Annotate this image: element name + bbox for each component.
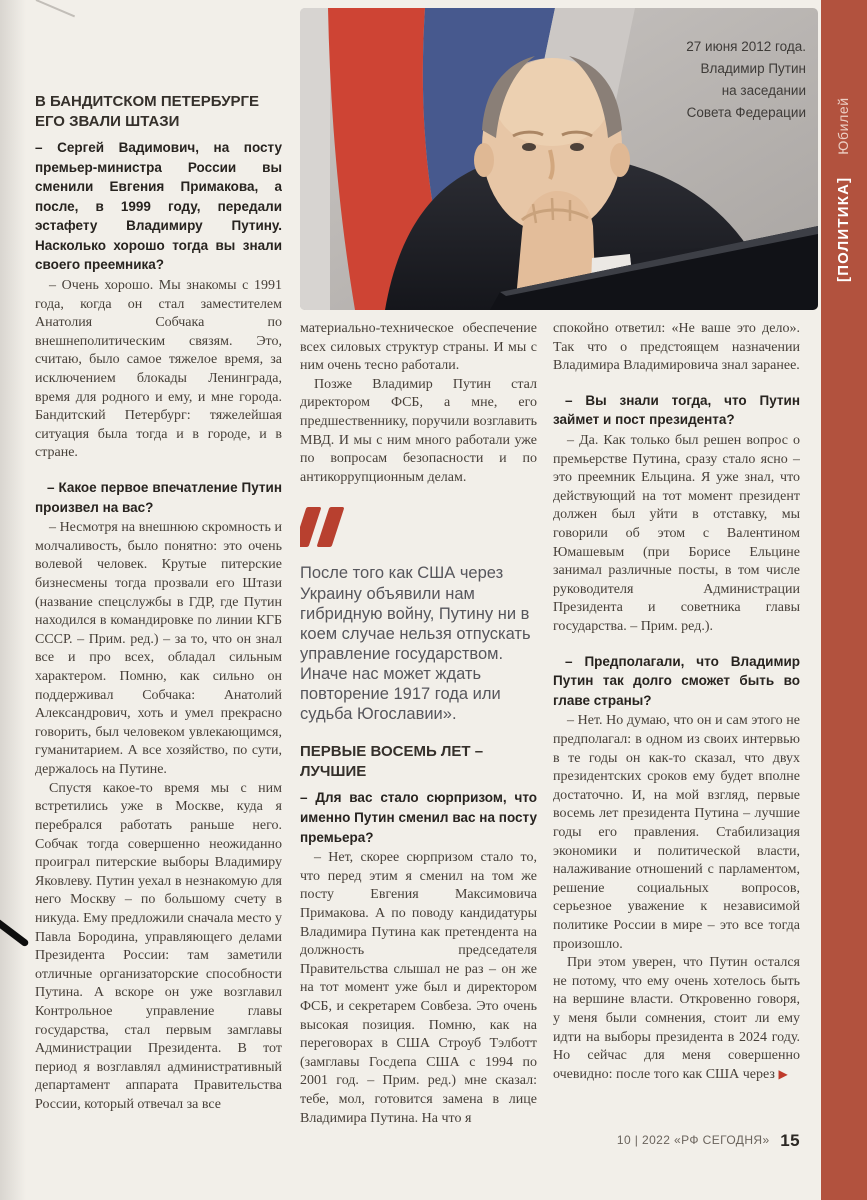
magazine-name: «РФ СЕГОДНЯ»	[674, 1133, 770, 1147]
column-1	[35, 92, 282, 1164]
interview-answer: – Нет, скорее сюрпризом стало то, что перед этим я сменил на том же посту Евгения Максимовича Примакова. А по поводу кандидатуры Владимира Путина как претендента на должность председателя Правительства слышал не раз – он же на тот момент уже был и директором ФСБ, и секретарем Совбеза. Это очень высокая позиция. Помню, как на переговорах в США Строуб Тэлботт (замглавы Госдепа США с 1994 по 2001 год. – Прим. ред.) мне сказал: тебе, мол, готовится замена в лице Владимира Путина. На что я	[300, 850, 537, 1126]
interview-answer: – Несмотря на внешнюю скромность и молчаливость, было понятно: это очень волевой человек. Крутые питерские бизнесмены тогда прозвали его Штази (название спецслужбы в ГДР, где Путин находился в командировке по линии КГБ СССР. – Прим. ред.) – за то, что он знал все и про всех, обладал сильным характером. Помню, как сильно он поддерживал Собчака: Анатолий Александрович, хоть и умел прекрасно говорить, был человеком увлекающимся, гуманитарием. А все хозяйство, по сути, держалось на Путине.	[35, 520, 282, 778]
quote-icon	[300, 507, 537, 551]
rubric-sub-label: Юбилей	[835, 97, 851, 155]
putin-photo	[300, 8, 818, 310]
paragraph-text: При этом уверен, что Путин остался не потому, что ему очень хотелось быть на вершине власти. Откровенно говоря, у меня были сомнения, стоит ли ему идти на выборы президента в 2024 году. Но сейчас для меня совершенно очевидно: после того как США через	[553, 955, 800, 1082]
interview-question: – Предполагали, что Владимир Путин так долго сможет быть во главе страны?	[553, 653, 800, 708]
paragraph: спокойно ответил: «Не ваше это дело». Так что о предстоящем назначении Владимира Владимировича знал заранее.	[553, 321, 800, 374]
page-number: 15	[780, 1131, 800, 1150]
paragraph	[553, 954, 800, 1084]
paragraph: Позже Владимир Путин стал директором ФСБ, а мне, его предшественнику, поручили возглавить МВД. И мы с ним много работали уже по вопросам безопасности и по антикоррупционным делам.	[300, 376, 537, 485]
column-3	[553, 320, 800, 1132]
interview-question: – Вы знали тогда, что Путин займет и пост президента?	[553, 392, 800, 428]
corner-line-artifact	[36, 0, 75, 17]
continue-marker-icon: ▶	[778, 1066, 788, 1081]
section-heading: В БАНДИТСКОМ ПЕТЕРБУРГЕ ЕГО ЗВАЛИ ШТАЗИ	[35, 93, 260, 130]
interview-answer: – Очень хорошо. Мы знакомы с 1991 года, когда он стал заместителем Анатолия Собчака по внешнеполитическим связям. Это, считаю, было самое тяжелое время, за исключением блокады Ленинграда, время для родного и ему, и мне города. Бандитский Петербург: тяжелейшая ситуация была тогда и в городе, и в стране.	[35, 277, 282, 461]
pull-quote: После того как США через Украину объявили нам гибридную войну, Путину ни в коем случае нельзя отпускать управление государством. Иначе нас может ждать повторение 1917 года или судьба Югославии».	[300, 564, 531, 724]
paragraph: Спустя какое-то время мы с ним встретились уже в Москве, куда я перебрался работать раньше него. Собчак тогда совершенно неожиданно проиграл питерские выборы Владимиру Яковлеву. Путин уехал в незнакомую для него Москву – по большому счету в никуда. Ему предложили сначала место у Павла Бородина, управляющего делами Президента России: там заметили отличные организаторские способности Путина. А вскоре он уже возглавил Контрольное управление главы государства, стал первым замглавы Администрации Президента. В тот период я возглавлял административный департамент аппарата Правительства России, который отвечал за все	[35, 780, 282, 1113]
caption-line: на заседании	[721, 82, 806, 98]
caption-line: 27 июня 2012 года.	[686, 39, 806, 54]
interview-question: – Для вас стало сюрпризом, что именно Путин сменил вас на посту премьера?	[300, 790, 537, 845]
section-heading: ПЕРВЫЕ ВОСЕМЬ ЛЕТ – ЛУЧШИЕ	[300, 743, 484, 780]
caption-line: Владимир Путин	[700, 60, 806, 76]
interview-answer: – Нет. Но думаю, что он и сам этого не предполагал: в одном из своих интервью в те годы он как-то сказал, что двух президентских сроков ему будет вполне достаточно. И, на мой взгляд, первые восемь лет президента Путина – лучшие годы его правления. Стабилизация экономики и политической власти, налаживание отношений с парламентом, решение социальных вопросов, серьезное уважение к независимой политике России в мире – это все тогда произошло.	[553, 713, 800, 952]
interview-question: – Какое первое впечатление Путин произвел на вас?	[35, 480, 282, 515]
photo-caption	[686, 36, 806, 123]
issue-number: 10 | 2022	[616, 1133, 671, 1147]
interview-answer: – Да. Как только был решен вопрос о премьерстве Путина, сразу стало ясно – это преемник Ельцина. Я уже знал, что действующий на тот момент президент должен был уйти в отставку, мы говорили об этом с Валентином Юмашевым (при Борисе Ельцине занимал различные посты, в том числе руководителя Администрации Президента и советника главы государства. – Прим. ред.).	[553, 432, 800, 635]
caption-line: Совета Федерации	[686, 104, 806, 120]
rubric-label: [ПОЛИТИКА]	[835, 176, 852, 282]
page-footer	[617, 1132, 800, 1149]
column-2	[300, 320, 537, 1168]
rubric-band-text	[821, 0, 867, 282]
pen-stroke-artifact	[0, 917, 30, 948]
interview-question: – Сергей Вадимович, на посту премьер-министра России вы сменили Евгения Примакова, а после, в 1999 году, передали эстафету Владимиру Путину. Насколько хорошо тогда вы знали своего преемника?	[35, 140, 282, 273]
paragraph: материально-техническое обеспечение всех силовых структур страны. И мы с ним очень тесно работали.	[300, 321, 537, 374]
